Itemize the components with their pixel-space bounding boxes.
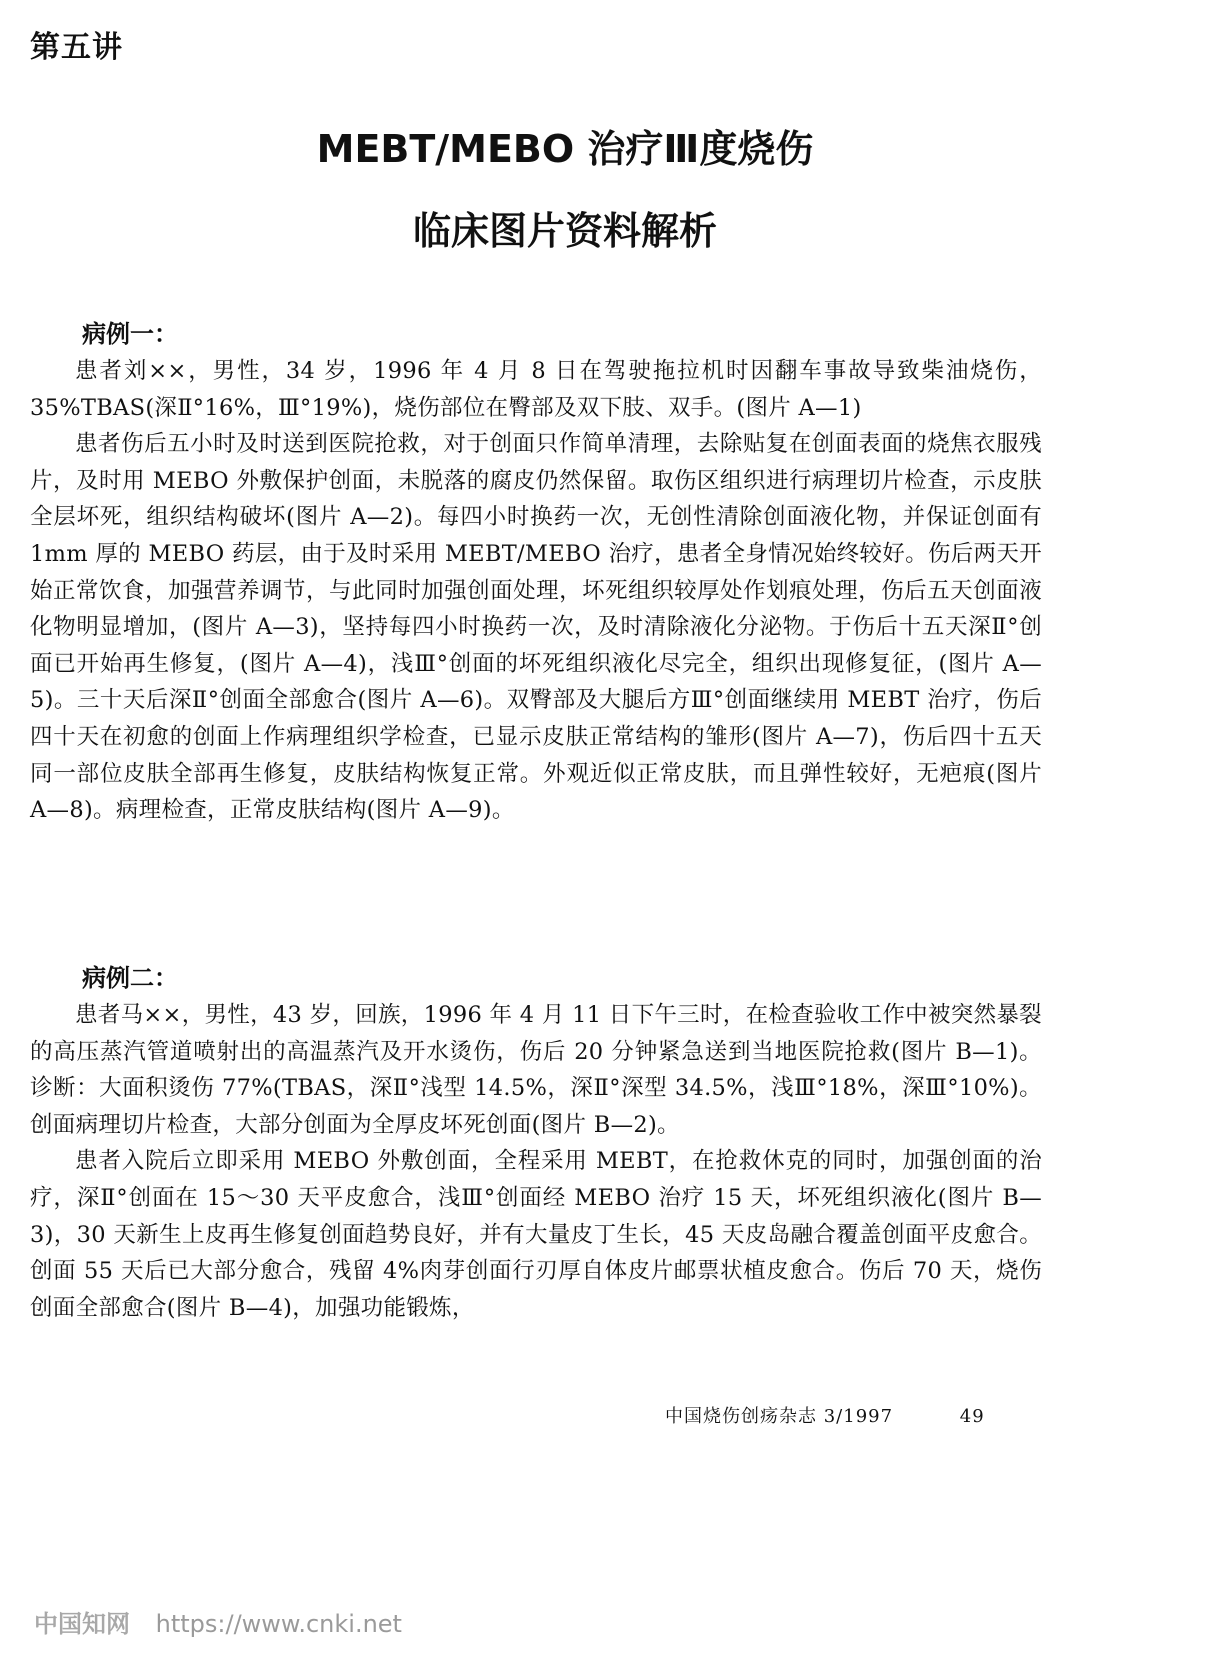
case-one-heading: 病例一： [82,320,178,348]
case-two-paragraph: 患者马××，男性，43 岁，回族，1996 年 4 月 11 日下午三时，在检查验收工作中被突然暴裂的高压蒸汽管道喷射出的高温蒸汽及开水烫伤，伤后 20 分钟紧急送到当地医院抢救(图片 B—1)。诊断：大面积烫伤 77%(TBAS，深Ⅱ°浅型 14.5%，深Ⅱ°深型 34.5%，浅Ⅲ°18%，深Ⅲ°10%)。创面病理切片检查，大部分创面为全厚皮坏死创面(图片 B—2)。 [30,1002,1042,1138]
case-two-section [30,958,1042,1326]
journal-issue: 3/1997 [823,1406,894,1427]
journal-name: 中国烧伤创疡杂志 [665,1406,817,1427]
article-title-line2: 临床图片资料解析 [412,209,717,253]
cnki-watermark [34,1604,402,1639]
lecture-label: 第五讲 [30,30,123,65]
case-one-paragraph: 患者刘××，男性，34 岁，1996 年 4 月 8 日在驾驶拖拉机时因翻车事故导致柴油烧伤，35%TBAS(深Ⅱ°16%，Ⅲ°19%)，烧伤部位在臀部及双下肢、双手。(图片 A—1) [30,358,1042,421]
article-title-line1: MEBT/MEBO 治疗Ⅲ度烧伤 [316,127,814,171]
case-one-paragraph: 患者伤后五小时及时送到医院抢救，对于创面只作简单清理，去除贴复在创面表面的烧焦衣服残片，及时用 MEBO 外敷保护创面，未脱落的腐皮仍然保留。取伤区组织进行病理切片检查，示皮肤全层坏死，组织结构破坏(图片 A—2)。每四小时换药一次，无创性清除创面液化物，并保证创面有 1mm 厚的 MEBO 药层，由于及时采用 MEBT/MEBO 治疗，患者全身情况始终较好。伤后两天开始正常饮食，加强营养调节，与此同时加强创面处理，坏死组织较厚处作划痕处理，伤后五天创面液化物明显增加，(图片 A—3)，坚持每四小时换药一次，及时清除液化分泌物。于伤后十五天深Ⅱ°创面已开始再生修复，(图片 A—4)，浅Ⅲ°创面的坏死组织液化尽完全，组织出现修复征，(图片 A—5)。三十天后深Ⅱ°创面全部愈合(图片 A—6)。双臀部及大腿后方Ⅲ°创面继续用 MEBT 治疗，伤后四十天在初愈的创面上作病理组织学检查，已显示皮肤正常结构的雏形(图片 A—7)，伤后四十五天同一部位皮肤全部再生修复，皮肤结构恢复正常。外观近似正常皮肤，而且弹性较好，无疤痕(图片 A—8)。病理检查，正常皮肤结构(图片 A—9)。 [30,431,1042,824]
case-two-heading: 病例二： [82,964,178,992]
page-footer [665,1402,985,1428]
cnki-url[interactable]: https://www.cnki.net [155,1610,402,1638]
case-two-paragraph: 患者入院后立即采用 MEBO 外敷创面，全程采用 MEBT，在抢救休克的同时，加强创面的治疗，深Ⅱ°创面在 15～30 天平皮愈合，浅Ⅲ°创面经 MEBO 治疗 15 天，坏死组织液化(图片 B—3)，30 天新生上皮再生修复创面趋势良好，并有大量皮丁生长，45 天皮岛融合覆盖创面平皮愈合。创面 55 天后已大部分愈合，残留 4%肉芽创面行刃厚自体皮片邮票状植皮愈合。伤后 70 天，烧伤创面全部愈合(图片 B—4)，加强功能锻炼， [30,1148,1042,1321]
page-number: 49 [959,1406,985,1427]
cnki-logo: 中国知网 [34,1610,130,1638]
case-one-section [30,314,1042,829]
